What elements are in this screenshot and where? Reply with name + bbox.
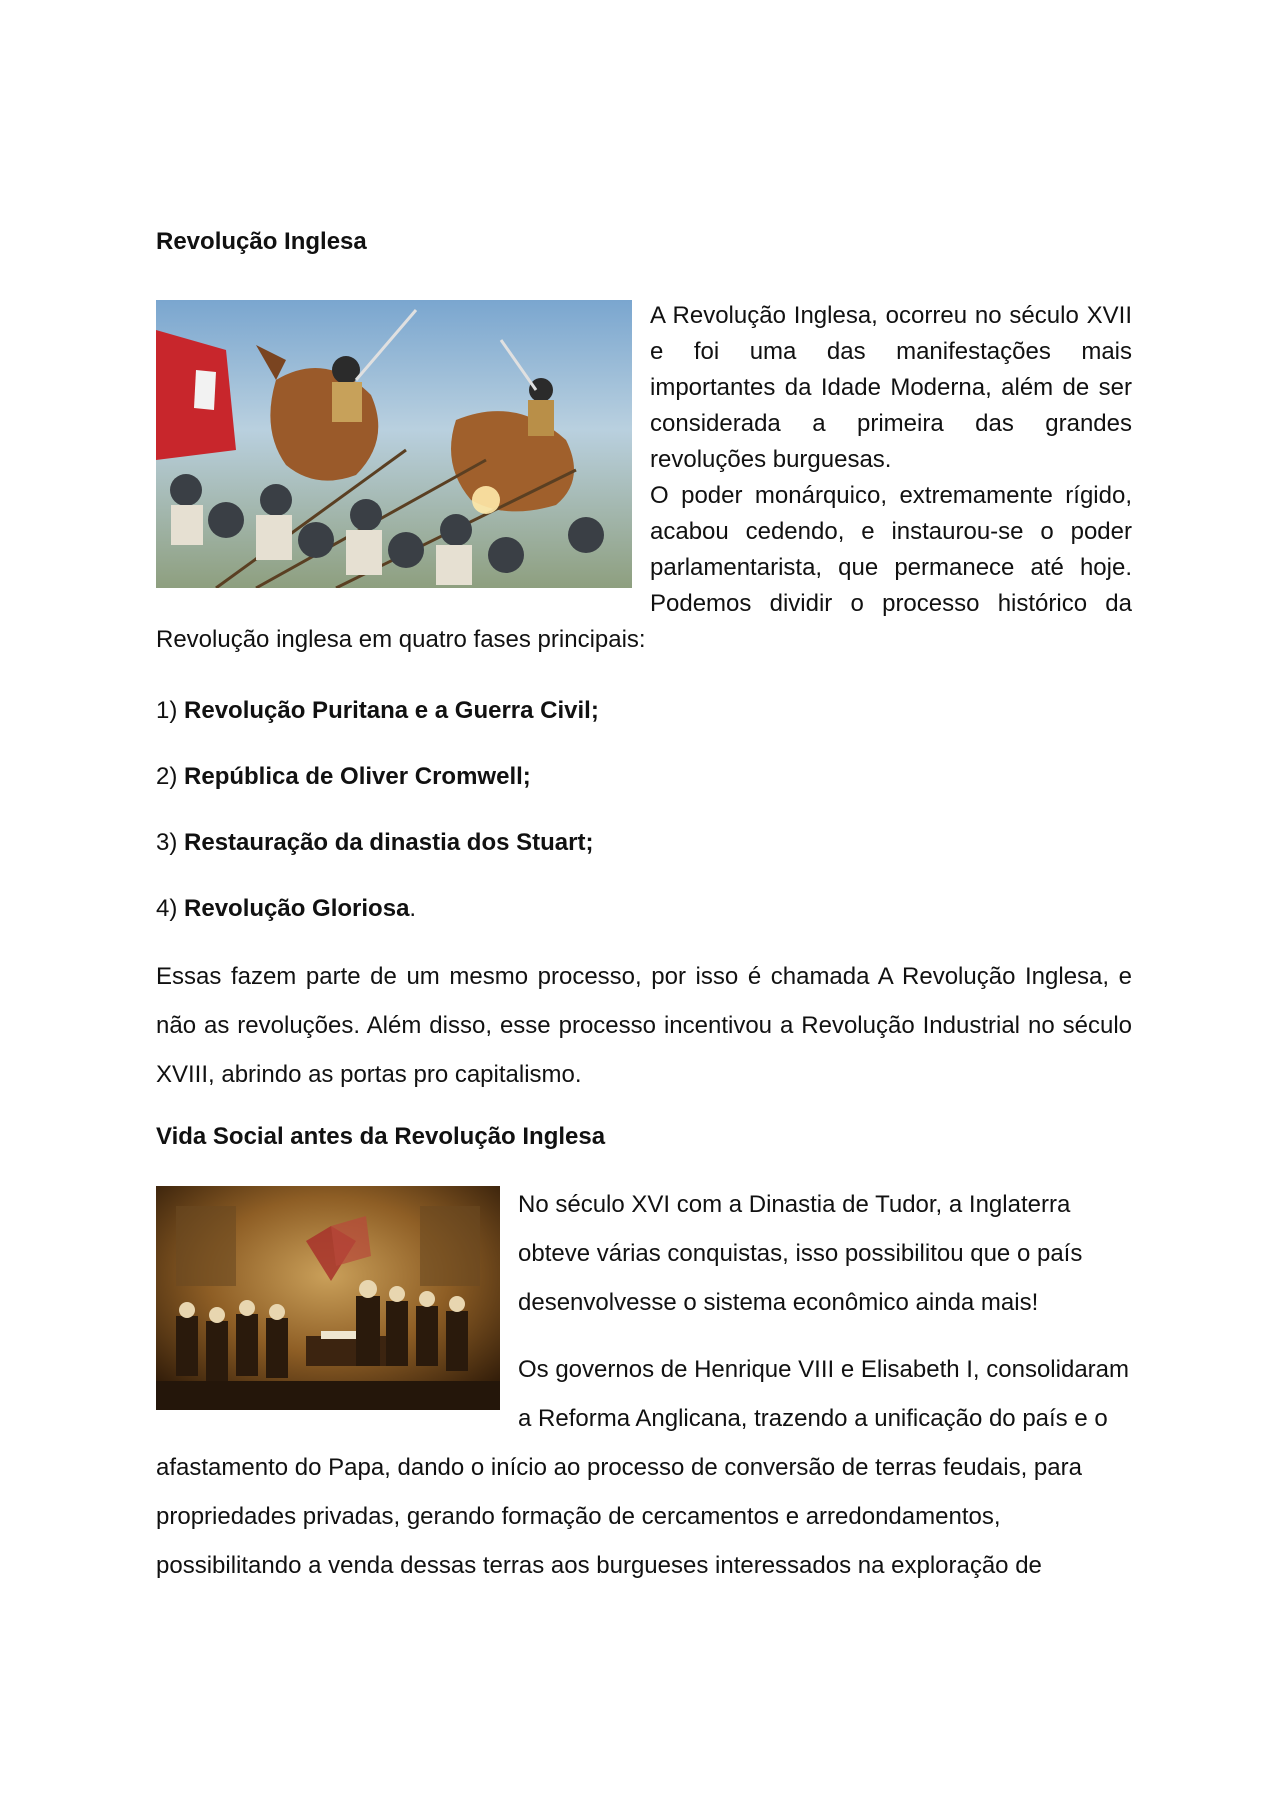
page-title: Revolução Inglesa [156, 228, 367, 255]
section-2-paragraph-2: Os governos de Henrique VIII e Elisabeth I, consolidaram a Reforma Anglicana, trazendo a unificação do país e o afastamento do Papa, dando o início ao processo de conversão de terras feudais, para propriedades privadas, gerando formação de cercamentos e arredondamentos, possibilitando a venda dessas terras aos burgueses interessados na exploração de [156, 1356, 1129, 1579]
list-item [156, 760, 1132, 794]
battle-painting-illustration [156, 300, 632, 588]
list-item-number: 2) [156, 763, 178, 790]
document-page [156, 0, 1132, 1810]
assembly-painting-image [156, 1186, 500, 1410]
assembly-painting-illustration [156, 1186, 500, 1410]
list-item [156, 892, 1132, 926]
section-title: Vida Social antes da Revolução Inglesa [156, 1123, 606, 1150]
list-item-suffix: . [409, 895, 417, 922]
section-2-paragraph-1: No século XVI com a Dinastia de Tudor, a Inglaterra obteve várias conquistas, isso possibilitou que o país desenvolvesse o sistema econômico ainda mais! [518, 1191, 1083, 1316]
list-item [156, 694, 1132, 728]
list-item-text: Revolução Puritana e a Guerra Civil; [184, 697, 599, 724]
section-2-body [156, 1180, 1132, 1590]
list-item-text: Revolução Gloriosa [184, 895, 410, 922]
list-item-number: 1) [156, 697, 178, 724]
list-item-number: 4) [156, 895, 178, 922]
list-item-text: República de Oliver Cromwell; [184, 763, 531, 790]
intro-section [156, 298, 1132, 658]
intro-paragraph-2: O poder monárquico, extremamente rígido, acabou cedendo, e instaurou-se o poder parlamentarista, que permanece até hoje. Podemos dividir o processo histórico da Revolução inglesa em quatro fases principais: [156, 482, 1132, 653]
list-item-text: Restauração da dinastia dos Stuart; [184, 829, 594, 856]
battle-painting-image [156, 300, 632, 588]
list-item [156, 826, 1132, 860]
intro-paragraph: A Revolução Inglesa, ocorreu no século XVII e foi uma das manifestações mais importantes da Idade Moderna, além de ser considerada a primeira das grandes revoluções burguesas. [650, 302, 1132, 473]
summary-paragraph: Essas fazem parte de um mesmo processo, por isso é chamada A Revolução Inglesa, e não as revoluções. Além disso, esse processo incentivou a Revolução Industrial no século XVIII, abrindo as portas pro capitalismo. [156, 963, 1132, 1088]
list-item-number: 3) [156, 829, 178, 856]
